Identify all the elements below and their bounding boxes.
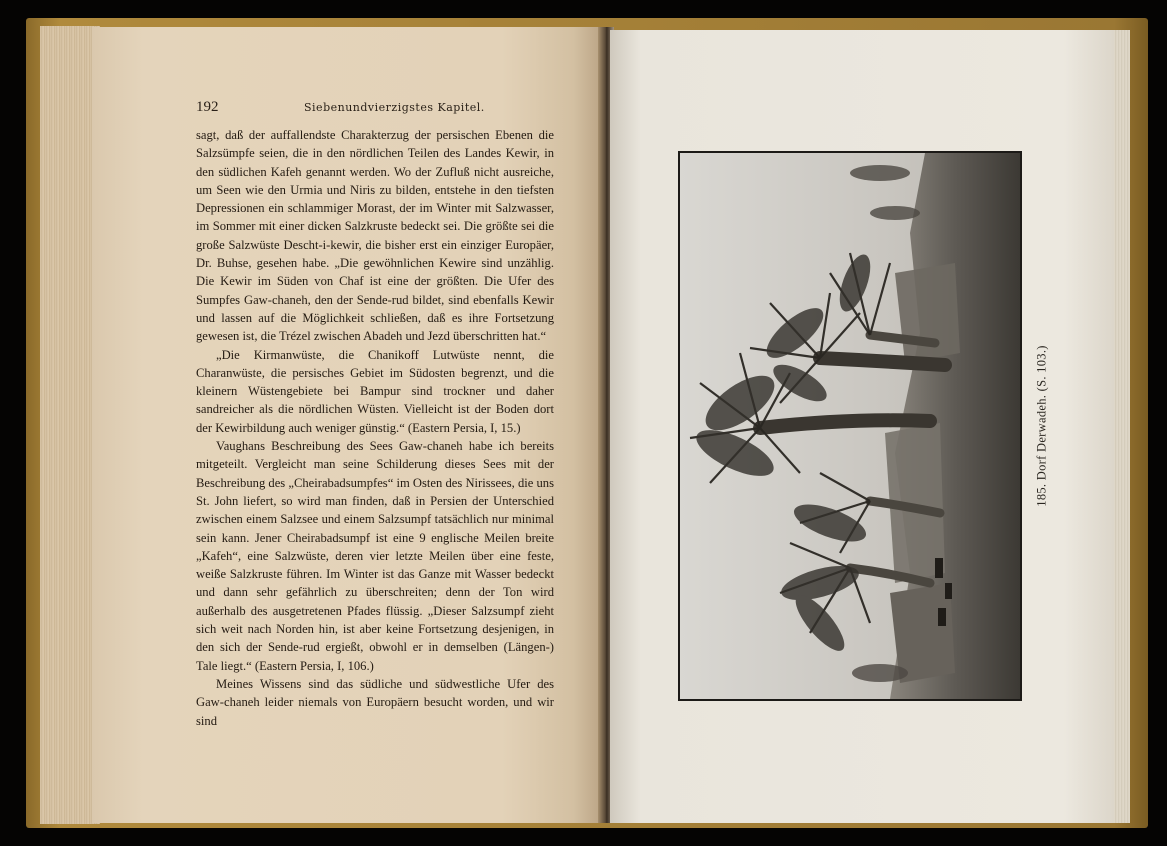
running-title: Siebenundvierzigstes Kapitel. [304, 101, 485, 114]
running-head [196, 99, 556, 119]
page-block-edge-left [40, 26, 100, 824]
page-block-edge-right [1114, 30, 1130, 823]
paragraph-2: „Die Kirmanwüste, die Chanikoff Lutwüste nennt, die Charanwüste, die persisches Gebiet im Südosten begrenzt, und die kleinern Wüstengebiete bei Bampur sind trockner und daher sandreicher als die nördlichen Wüsten. Vielleicht ist der Boden dort der Kewirbildung auch weniger günstig.“ (Eastern Persia, I, 15.) [196, 347, 554, 435]
left-page-body-text [196, 126, 554, 730]
paragraph-3: Vaughans Beschreibung des Sees Gaw-chaneh habe ich bereits mitgeteilt. Vergleicht man seine Schilderung dieses Sees mit der Beschreibung des „Cheirabadsumpfes“ im Osten des Nirissees, die uns St. John liefert, so wird man finden, daß in Persien der Unterschied zwischen einem Salzsee und einem Salzsumpf tatsächlich nur minimal sein kann. Jener Cheirabadsumpf ist eine 9 englische Meilen breite „Kafeh“, eine Salzwüste, deren vier letzte Meilen über eine feste, weiße Salzkruste führen. Im Winter ist das Ganze mit Wasser bedeckt und dann sehr gefährlich zu überschreiten; denn der Ton wird außerhalb des ausgetretenen Pfades flüssig. „Dieser Salzsumpf zieht sich weit nach Norden hin, ist aber keine Fortsetzung desjenigen, in den sich der Sende-rud ergießt, obwohl er in demselben (Längen-) Tale liegt.“ (Eastern Persia, I, 106.) [196, 439, 554, 673]
photo-plate [678, 151, 1022, 701]
paragraph-1: sagt, daß der auffallendste Charakterzug der persischen Ebenen die Salzsümpfe seien, die in den nördlichen Teilen des Landes Kewir, in den südlichen Kafeh genannt werden. Wo der Zufluß nicht ausreiche, um Seen wie den Urmia und Niris zu bilden, entstehe in den tiefsten Depressionen ein schlammiger Morast, der im Winter mit Salzwasser, im Sommer mit einer dicken Salzkruste bedeckt sei. Die größte sei die große Salzwüste Descht-i-kewir, die bisher erst ein einziger Europäer, Dr. Buhse, gesehen habe. „Die gewöhnlichen Kewire sind unzählig. Die Kewir im Süden von Chaf ist eine der größten. Die Ufer des Sumpfes Gaw-chaneh, den der Sende-rud bildet, sind ebenfalls Kewir und lassen auf die Möglichkeit schließen, daß es ihre Fortsetzung gewesen ist, die Trézel zwischen Abadeh und Jezd überschritten hat.“ [196, 128, 554, 344]
paragraph-4: Meines Wissens sind das südliche und südwestliche Ufer des Gaw-chaneh leider niemals von Europäern besucht worden, und wir sind [196, 676, 554, 728]
village-palm-photo [680, 153, 1020, 699]
page-number: 192 [196, 99, 219, 115]
plate-caption: 185. Dorf Derwadeh. (S. 103.) [1034, 345, 1049, 507]
